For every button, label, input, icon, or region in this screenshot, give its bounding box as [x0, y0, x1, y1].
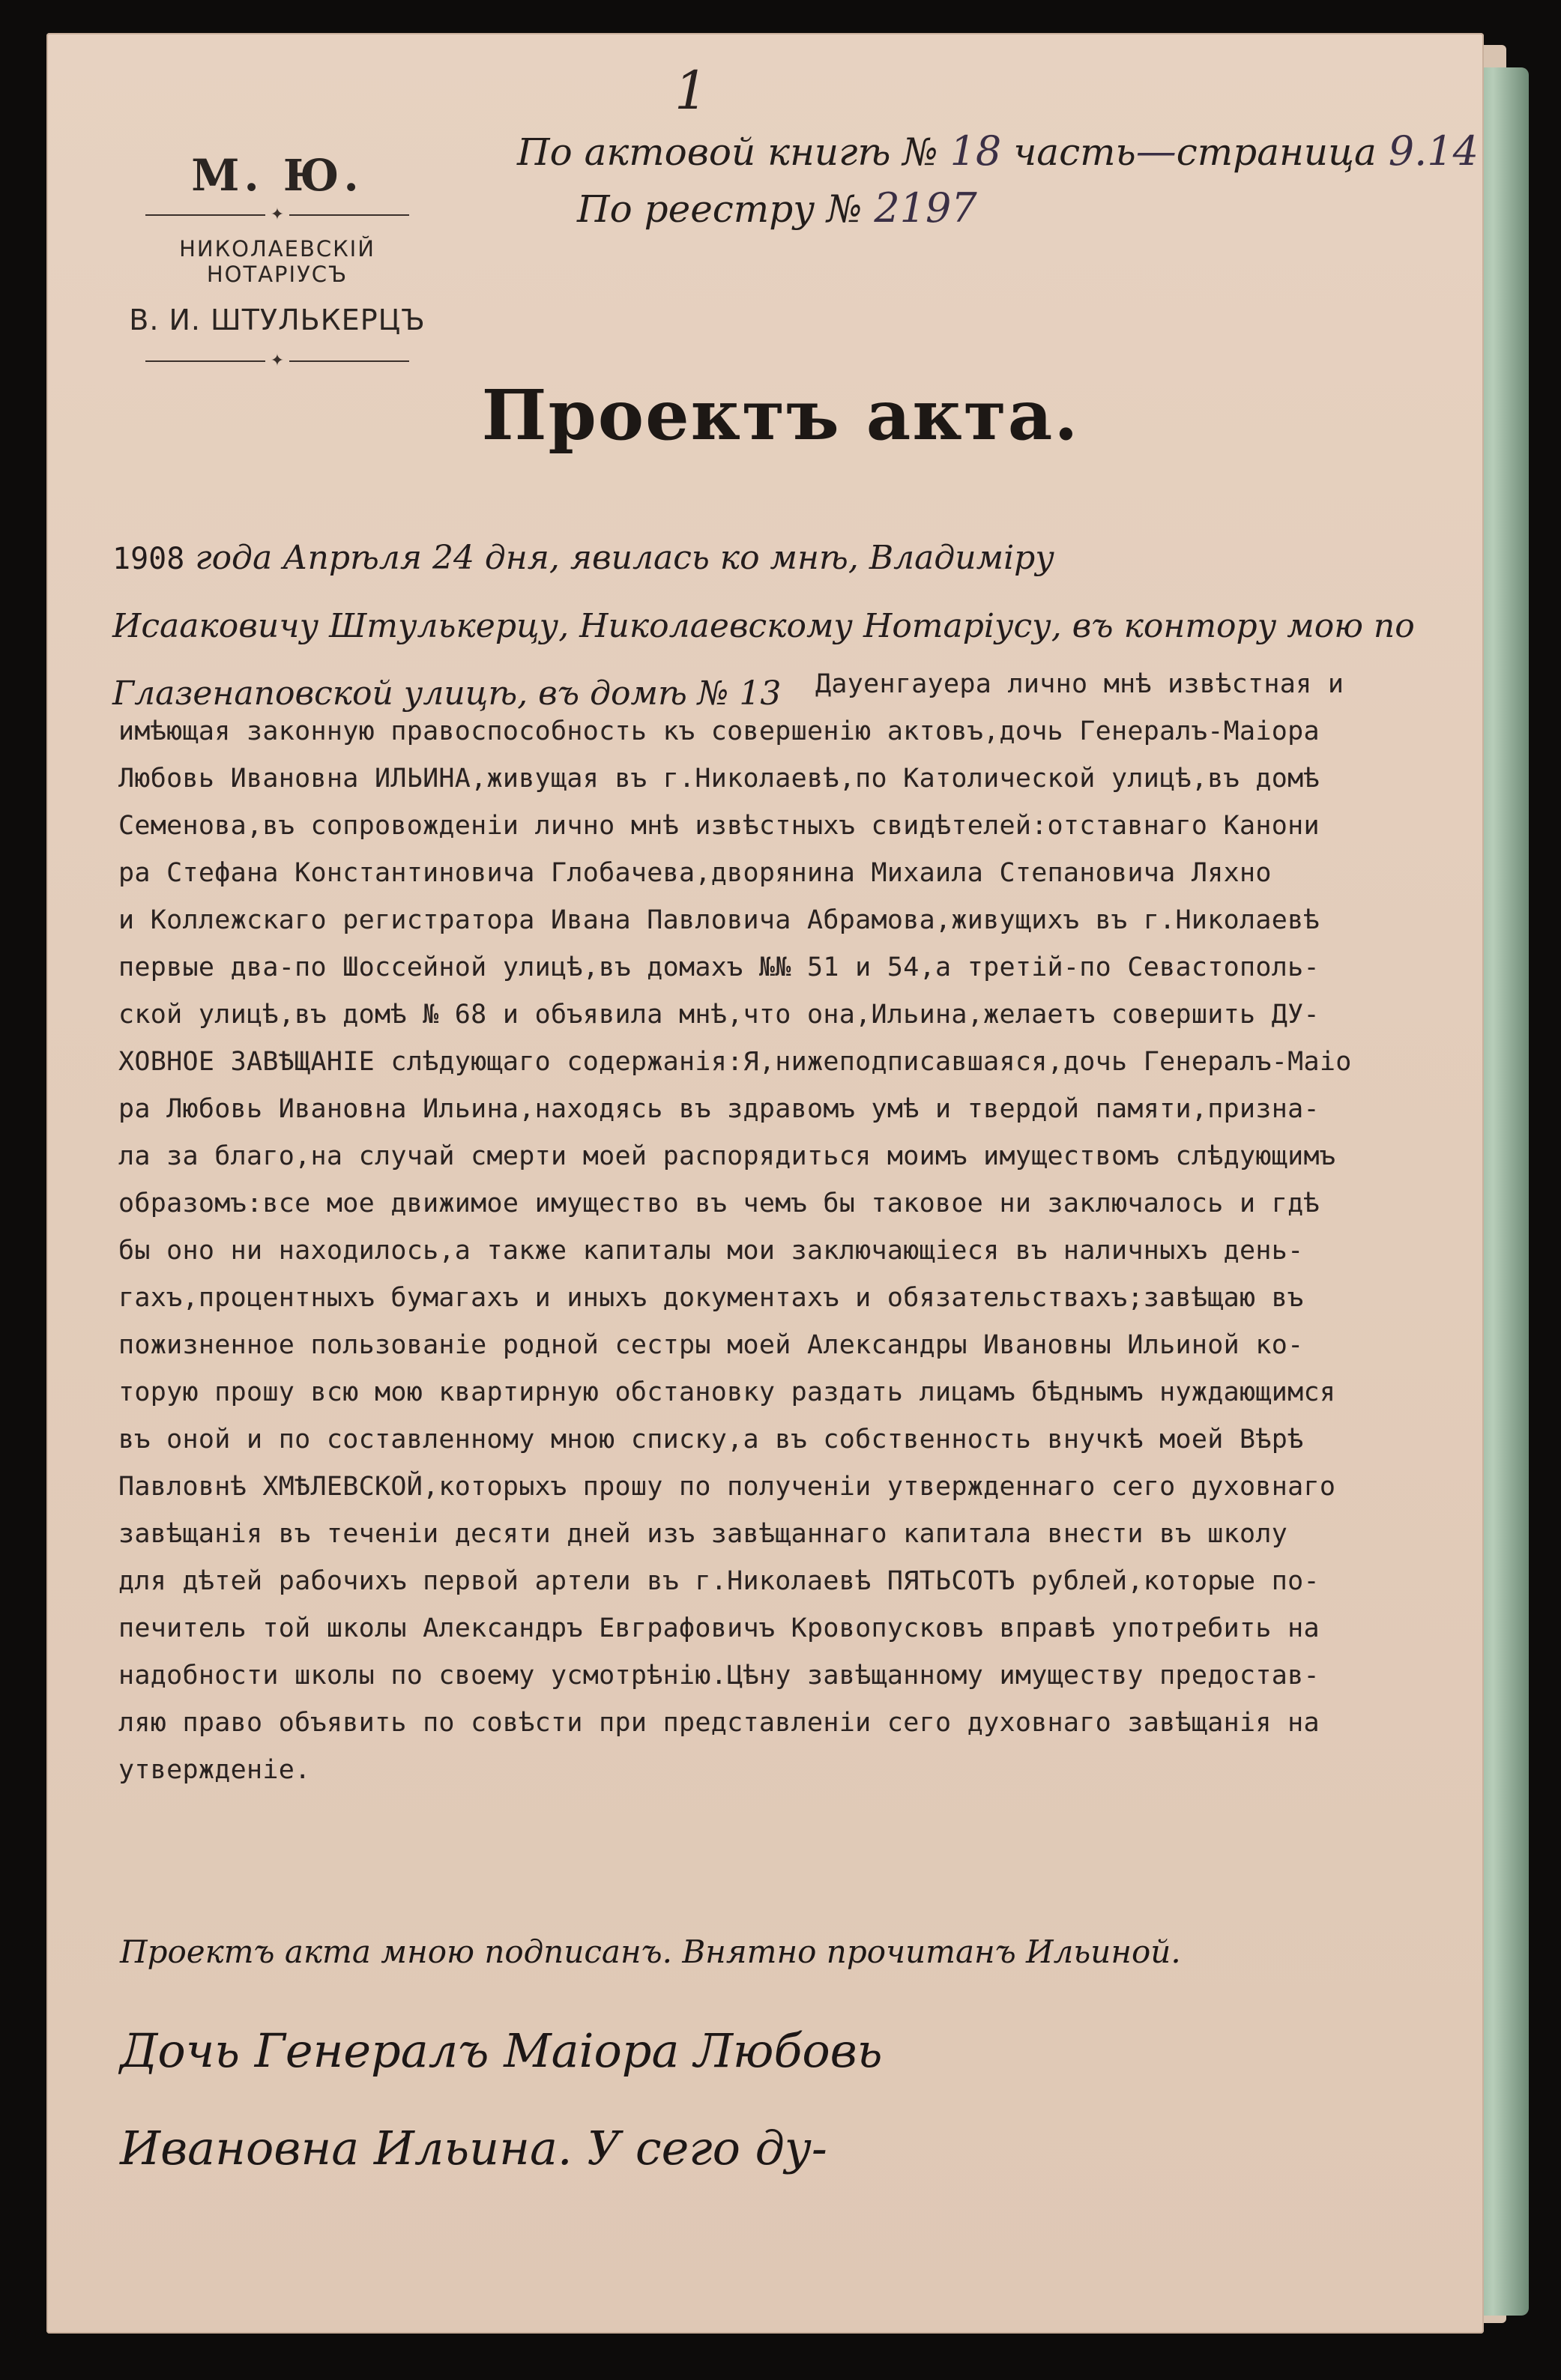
- body-line: ХОВНОЕ ЗАВѢЩАНІЕ слѣдующаго содержанія:Я,нижеподписавшаяся,дочь Генералъ-Маіо: [118, 1047, 1352, 1077]
- body-line: пожизненное пользованіе родной сестры моей Александры Ивановны Ильиной ко-: [118, 1330, 1304, 1360]
- intro-line-2: Исааковичу Штулькерцу, Николаевскому Нотаріусу, въ контору мою по: [112, 607, 1415, 645]
- ornament-divider: ✦: [112, 205, 442, 224]
- act-book-label: По актовой книгѣ №: [517, 130, 938, 174]
- notary-header: [112, 150, 442, 375]
- body-line: надобности школы по своему усмотрѣнію.Цѣну завѣщанному имуществу предостав-: [118, 1661, 1320, 1691]
- notary-title: НИКОЛАЕВСКІЙ НОТАРІУСЪ: [179, 236, 375, 287]
- page-label: страница: [1176, 130, 1377, 174]
- page-value: 9.14: [1388, 127, 1479, 175]
- signature-line-2: Дочь Генералъ Маіора Любовь: [120, 2023, 883, 2078]
- body-line: ской улицѣ,въ домѣ № 68 и объявила мнѣ,что она,Ильина,желаетъ совершить ДУ-: [118, 1000, 1320, 1030]
- body-line: гахъ,процентныхъ бумагахъ и иныхъ документахъ и обязательствахъ;завѣщаю въ: [118, 1283, 1304, 1313]
- intro-line-3: Глазенаповской улицѣ, въ домѣ № 13: [112, 674, 782, 713]
- body-line: Павловнѣ ХМѢЛЕВСКОЙ,которыхъ прошу по полученіи утвержденнаго сего духовнаго: [118, 1472, 1336, 1502]
- body-line: завѣщанія въ теченіи десяти дней изъ завѣщаннаго капитала внести въ школу: [118, 1519, 1288, 1549]
- ornament-divider-bottom: ✦: [112, 351, 442, 370]
- body-line: утвержденіе.: [118, 1755, 311, 1785]
- body-line: ра Стефана Константиновича Глобачева,дворянина Михаила Степановича Ляхно: [118, 858, 1272, 888]
- act-book-line: [517, 127, 1479, 184]
- body-line: первые два-по Шоссейной улицѣ,въ домахъ №№ 51 и 54,а третій-по Севастополь-: [118, 952, 1320, 982]
- body-line: ляю право объявить по совѣсти при представленіи сего духовнаго завѣщанія на: [118, 1708, 1320, 1738]
- body-line: торую прошу всю мою квартирную обстановку раздать лицамъ бѣднымъ нуждающимся: [118, 1377, 1336, 1407]
- intro-line-1: года Апрѣля 24 дня, явилась ко мнѣ, Владиміру: [195, 539, 1054, 577]
- part-value: —: [1135, 127, 1177, 175]
- registry-label: По реестру №: [577, 187, 863, 231]
- body-line: Любовь Ивановна ИЛЬИНА,живущая въ г.Николаевѣ,по Католической улицѣ,въ домѣ: [118, 764, 1320, 794]
- act-book-number: 18: [949, 127, 1002, 175]
- body-line: ра Любовь Ивановна Ильина,находясь въ здравомъ умѣ и твердой памяти,призна-: [118, 1094, 1320, 1124]
- body-line: для дѣтей рабочихъ первой артели въ г.Николаевѣ ПЯТЬСОТЪ рублей,которые по-: [118, 1566, 1320, 1596]
- body-line: Дауенгауера лично мнѣ извѣстная и: [815, 669, 1344, 699]
- signature-line-3: Ивановна Ильина. У сего ду-: [120, 2121, 827, 2175]
- registry-line: [577, 184, 1479, 241]
- body-line: имѣющая законную правоспособность къ совершенію актовъ,дочь Генералъ-Маіора: [118, 716, 1320, 746]
- page-number: 1: [674, 60, 708, 121]
- body-line: образомъ:все мое движимое имущество въ чемъ бы таковое ни заключалось и гдѣ: [118, 1189, 1320, 1218]
- body-line: и Коллежскаго регистратора Ивана Павловича Абрамова,живущихъ въ г.Николаевѣ: [118, 905, 1320, 935]
- typed-body: [118, 661, 1497, 1794]
- signature-line-1: Проектъ акта мною подписанъ. Внятно прочитанъ Ильиной.: [120, 1933, 1181, 1970]
- document-title: Проектъ акта.: [481, 375, 1080, 456]
- registry-number: 2197: [874, 184, 977, 232]
- registry-block: [517, 127, 1479, 241]
- part-label: часть: [1013, 130, 1136, 174]
- handwritten-signature-block: [120, 1933, 1484, 2211]
- intro-year: 1908: [112, 542, 185, 576]
- body-line: печитель той школы Александръ Евграфовичъ Кровопусковъ вправѣ употребить на: [118, 1613, 1320, 1643]
- monogram: М. Ю.: [191, 150, 363, 201]
- body-line: въ оной и по составленному мною списку,а въ собственность внучкѣ моей Вѣрѣ: [118, 1425, 1304, 1455]
- body-line: ла за благо,на случай смерти моей распорядиться моимъ имуществомъ слѣдующимъ: [118, 1141, 1336, 1171]
- body-line: Семенова,въ сопровожденіи лично мнѣ извѣстныхъ свидѣтелей:отставнаго Канони: [118, 811, 1320, 841]
- body-line: бы оно ни находилось,а также капиталы мои заключающіеся въ наличныхъ день-: [118, 1236, 1304, 1266]
- notary-name: В. И. ШТУЛЬКЕРЦЪ: [129, 303, 426, 336]
